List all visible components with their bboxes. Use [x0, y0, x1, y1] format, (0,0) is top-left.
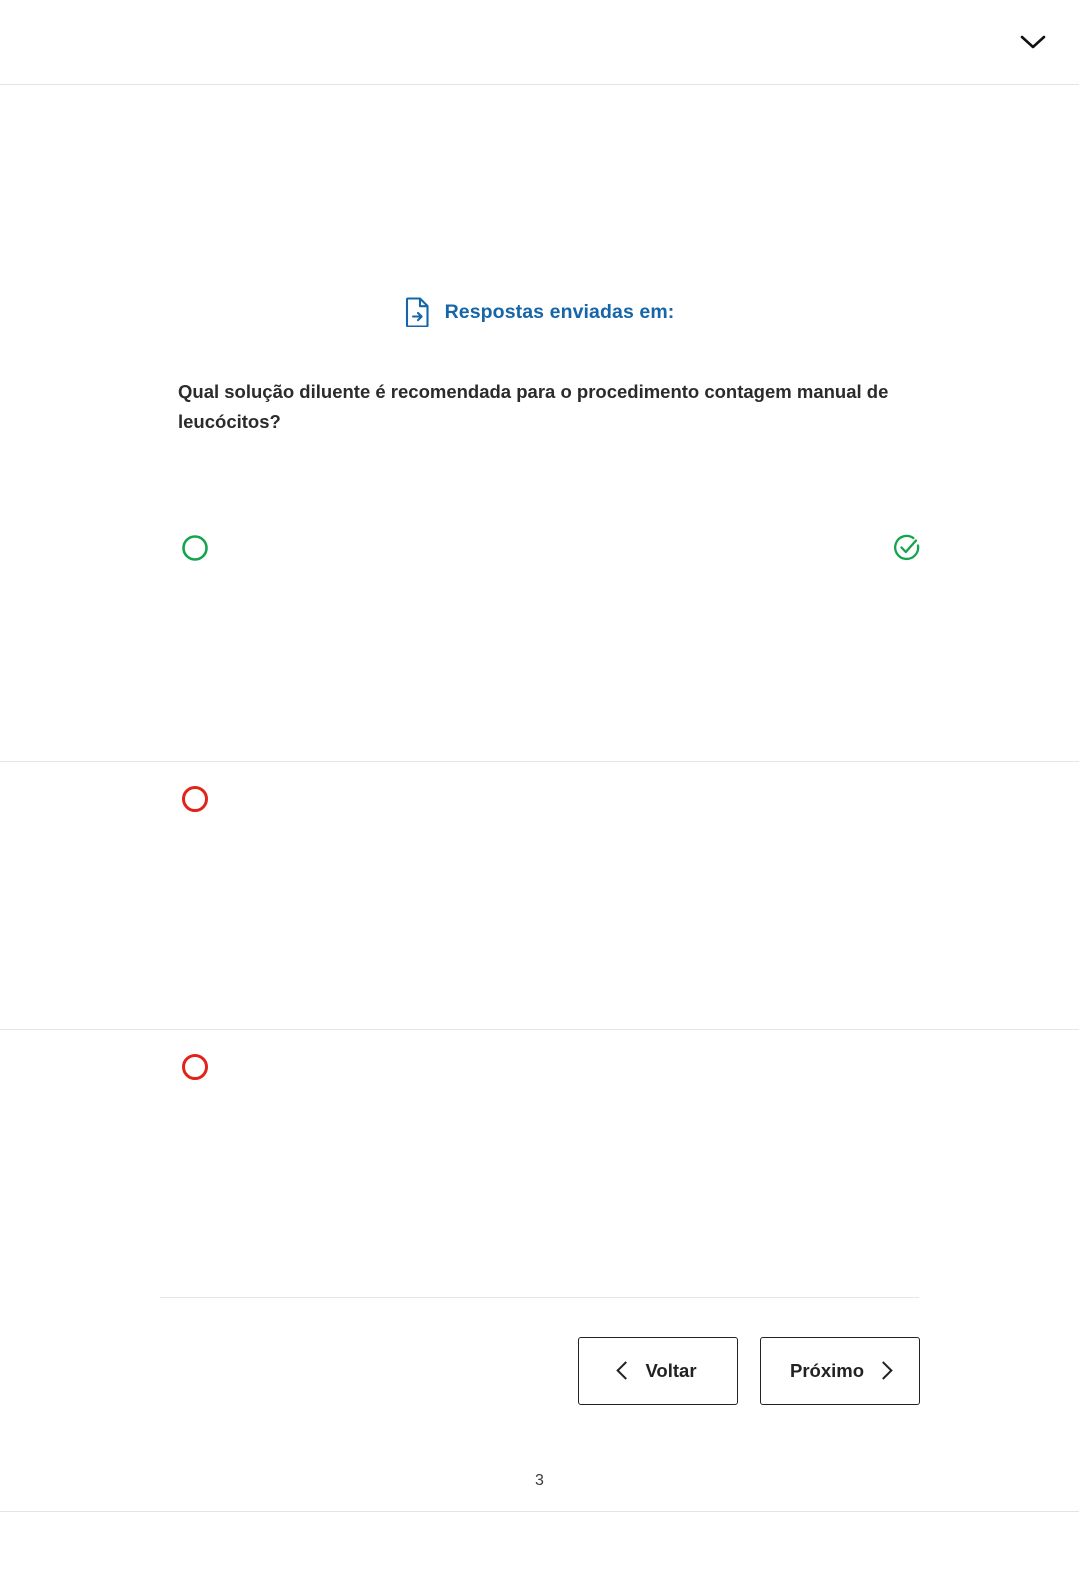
option-label: [178, 511, 919, 534]
option-row[interactable]: [0, 1029, 1079, 1297]
circle-outline-icon: [180, 1052, 210, 1082]
options-list: [0, 511, 1079, 1298]
back-button-label: Voltar: [645, 1359, 697, 1381]
chevron-down-icon[interactable]: [1013, 22, 1053, 62]
footer: [0, 1472, 1079, 1572]
submitted-answers-label: Respostas enviadas em:: [444, 300, 675, 323]
top-bar: [0, 0, 1079, 85]
option-label: [178, 762, 919, 785]
navigation-buttons: [0, 1298, 1079, 1405]
chevron-right-icon: [874, 1362, 892, 1380]
page-number: 3: [535, 1472, 544, 1489]
document-submitted-icon: [405, 297, 431, 327]
question-text: Qual solução diluente é recomendada para o procedimento contagem manual de leucócitos?: [178, 381, 889, 432]
circle-outline-icon: [180, 784, 210, 814]
quiz-content: [0, 297, 1079, 1405]
next-button[interactable]: [760, 1337, 920, 1405]
submitted-answers-banner: [0, 297, 1079, 327]
back-button[interactable]: [578, 1337, 738, 1405]
option-label: [178, 1030, 919, 1053]
next-button-label: Próximo: [789, 1359, 865, 1381]
chevron-left-icon: [617, 1362, 635, 1380]
circle-outline-icon: [180, 533, 210, 563]
option-row[interactable]: [0, 761, 1079, 1029]
option-row[interactable]: [0, 511, 1079, 761]
check-circle-icon: [892, 533, 922, 563]
